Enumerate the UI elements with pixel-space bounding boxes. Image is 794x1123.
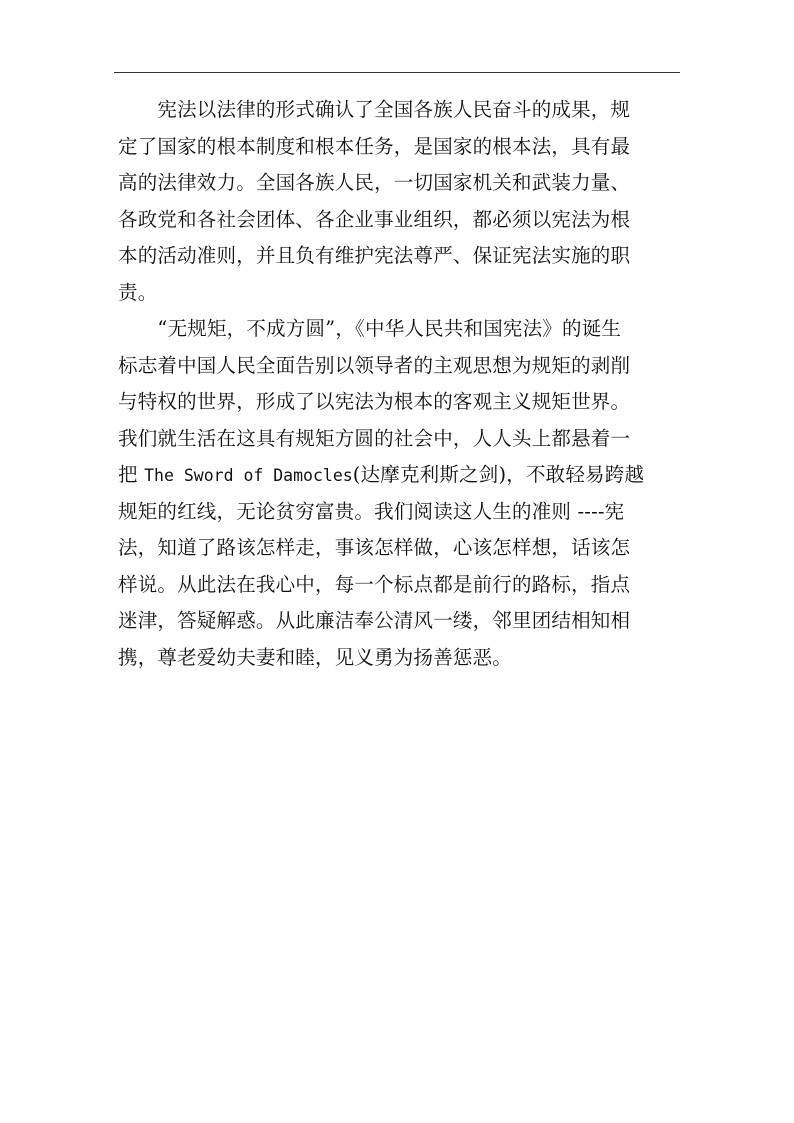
- text-segment: 把: [118, 463, 138, 486]
- latin-text-segment: The Sword of Damocles: [144, 466, 353, 485]
- text-line: 携，尊老爱幼夫妻和睦，见义勇为扬善惩恶。: [118, 645, 513, 669]
- text-line: 迷津，答疑解惑。从此廉洁奉公清风一缕，邻里团结相知相: [118, 609, 631, 632]
- text-line: 各政党和各社会团体、各企业事业组织，都必须以宪法为根: [118, 207, 631, 231]
- text-segment: (达摩克利斯之剑)，不敢轻易跨越: [352, 463, 645, 486]
- paragraph-2: [118, 311, 694, 676]
- text-line: 与特权的世界，形成了以宪法为根本的客观主义规矩世界。: [118, 390, 631, 413]
- paragraph-1: [118, 92, 694, 311]
- body-text: [118, 92, 694, 676]
- text-line: 样说。从此法在我心中，每一个标点都是前行的路标，指点: [118, 572, 631, 596]
- text-line: “无规矩，不成方圆”，《中华人民共和国宪法》的诞生: [118, 317, 622, 340]
- text-line: 宪法以法律的形式确认了全国各族人民奋斗的成果，规: [118, 98, 631, 121]
- text-line: 规矩的红线，无论贫穷富贵。我们阅读这人生的准则 ----宪: [118, 499, 625, 523]
- header-rule: [114, 72, 680, 73]
- text-line: 责。: [118, 280, 158, 304]
- text-line: 本的活动准则，并且负有维护宪法尊严、保证宪法实施的职: [118, 244, 631, 267]
- text-line-mixed: [118, 457, 694, 494]
- text-line: 我们就生活在这具有规矩方圆的社会中，人人头上都悬着一: [118, 426, 631, 450]
- text-line: 法，知道了路该怎样走，事该怎样做，心该怎样想，话该怎: [118, 536, 631, 559]
- text-line: 标志着中国人民全面告别以领导者的主观思想为规矩的剥削: [118, 353, 631, 377]
- text-line: 高的法律效力。全国各族人民，一切国家机关和武装力量、: [118, 171, 631, 194]
- text-line: 定了国家的根本制度和根本任务，是国家的根本法，具有最: [118, 134, 631, 158]
